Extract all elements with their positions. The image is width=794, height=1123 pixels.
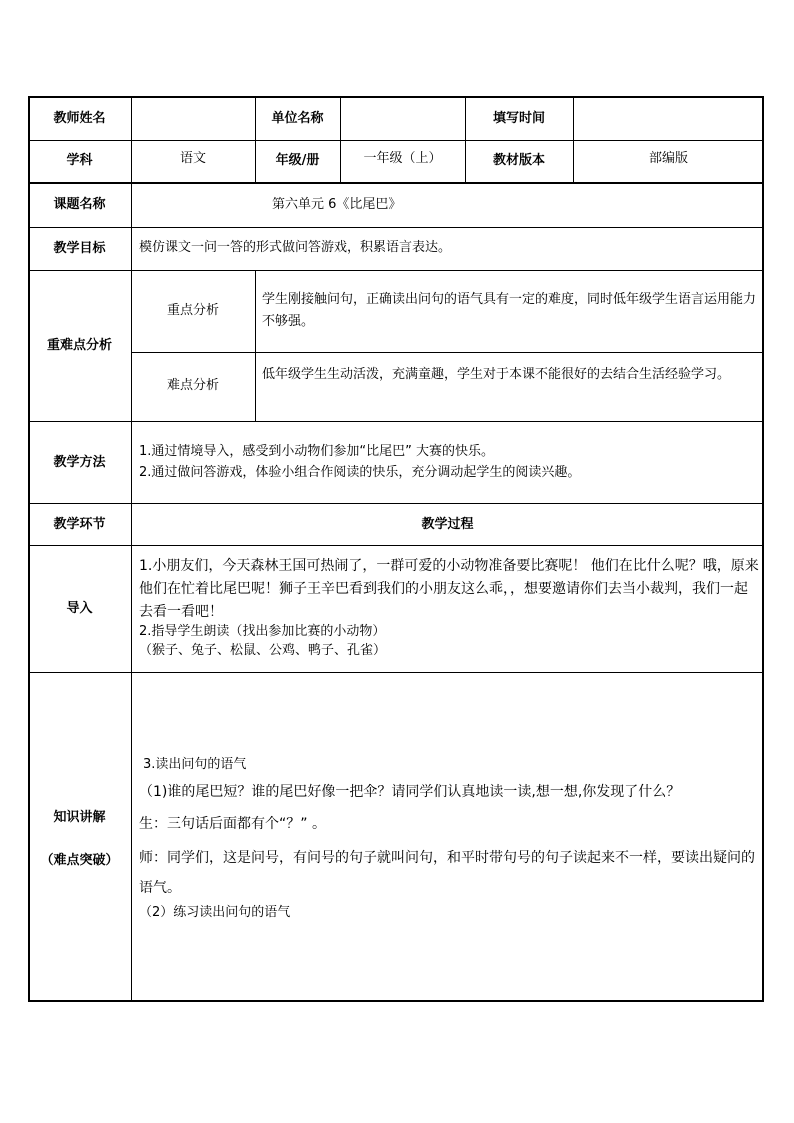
label-teacher: 教师姓名 <box>53 111 106 126</box>
label-topic: 课题名称 <box>53 197 106 212</box>
col-divider <box>465 96 466 182</box>
value-key-point: 学生刚接触问句，正确读出问句的语气具有一定的难度，同时低年级学生语言运用能力不够强。 <box>262 292 757 329</box>
value-grade: 一年级（上） <box>363 151 442 166</box>
value-knowledge-line: 3.读出问句的语气 <box>143 757 247 772</box>
label-key-point: 重点分析 <box>166 303 219 318</box>
row-divider <box>28 182 764 184</box>
label-time: 填写时间 <box>492 111 545 126</box>
label-intro: 导入 <box>66 601 93 616</box>
value-intro-line: （猴子、兔子、松鼠、公鸡、鸭子、孔雀） <box>139 643 387 658</box>
row-divider <box>28 545 764 546</box>
label-method: 教学方法 <box>53 455 106 470</box>
value-knowledge-para: 师：同学们，这是问号，有问号的句子就叫问句，和平时带句号的句子读起来不一样，要读出疑问的语气。 <box>139 850 755 896</box>
row-divider <box>131 352 764 353</box>
label-knowledge: 知识讲解 <box>53 810 106 825</box>
label-key: 重难点分析 <box>46 338 112 353</box>
label-knowledge-sub: （难点突破） <box>40 853 119 868</box>
value-goal: 模仿课文一问一答的形式做问答游戏，积累语言表达。 <box>139 240 452 255</box>
row-divider <box>28 672 764 673</box>
value-difficult-point: 低年级学生生动活泼，充满童趣，学生对于本课不能很好的去结合生活经验学习。 <box>262 367 731 382</box>
col-divider <box>255 96 256 182</box>
label-stage: 教学环节 <box>53 517 106 532</box>
value-intro-line: 2.指导学生朗读（找出参加比赛的小动物） <box>139 624 386 639</box>
col-divider <box>573 96 574 182</box>
label-process: 教学过程 <box>421 517 474 532</box>
row-divider <box>28 421 764 422</box>
label-unit: 单位名称 <box>271 111 324 126</box>
label-textbook: 教材版本 <box>492 153 545 168</box>
label-difficult-point: 难点分析 <box>166 378 219 393</box>
label-grade: 年级/册 <box>275 153 320 168</box>
col-divider <box>255 270 256 421</box>
value-subject: 语文 <box>179 151 206 166</box>
value-topic: 第六单元 6《比尾巴》 <box>272 197 402 212</box>
value-textbook: 部编版 <box>648 151 688 166</box>
label-goal: 教学目标 <box>53 241 106 256</box>
row-divider <box>28 503 764 504</box>
col-divider <box>340 96 341 182</box>
row-divider <box>28 227 764 228</box>
label-subject: 学科 <box>66 153 93 168</box>
value-knowledge-line: （1)谁的尾巴短？谁的尾巴好像一把伞？请同学们认真地读一读,想一想,你发现了什么？ <box>139 784 681 800</box>
row-divider <box>28 270 764 271</box>
value-knowledge-line: （2）练习读出问句的语气 <box>139 905 291 920</box>
col-divider <box>131 96 132 1002</box>
row-divider <box>28 140 764 141</box>
value-intro-para: 1.小朋友们，今天森林王国可热闹了，一群可爱的小动物准备要比赛呢！ 他们在比什么呢？哦，原来他们在忙着比尾巴呢！狮子王辛巴看到我们的小朋友这么乖，，想要邀请你们去当小裁判，我们一起去看一看吧！ <box>139 558 759 620</box>
value-knowledge-line: 生：三句话后面都有个“？” 。 <box>139 816 326 832</box>
value-method-line: 1.通过情境导入，感受到小动物们参加“比尾巴” 大赛的快乐。 <box>139 444 495 459</box>
value-method-line: 2.通过做问答游戏，体验小组合作阅读的快乐，充分调动起学生的阅读兴趣。 <box>139 465 581 480</box>
